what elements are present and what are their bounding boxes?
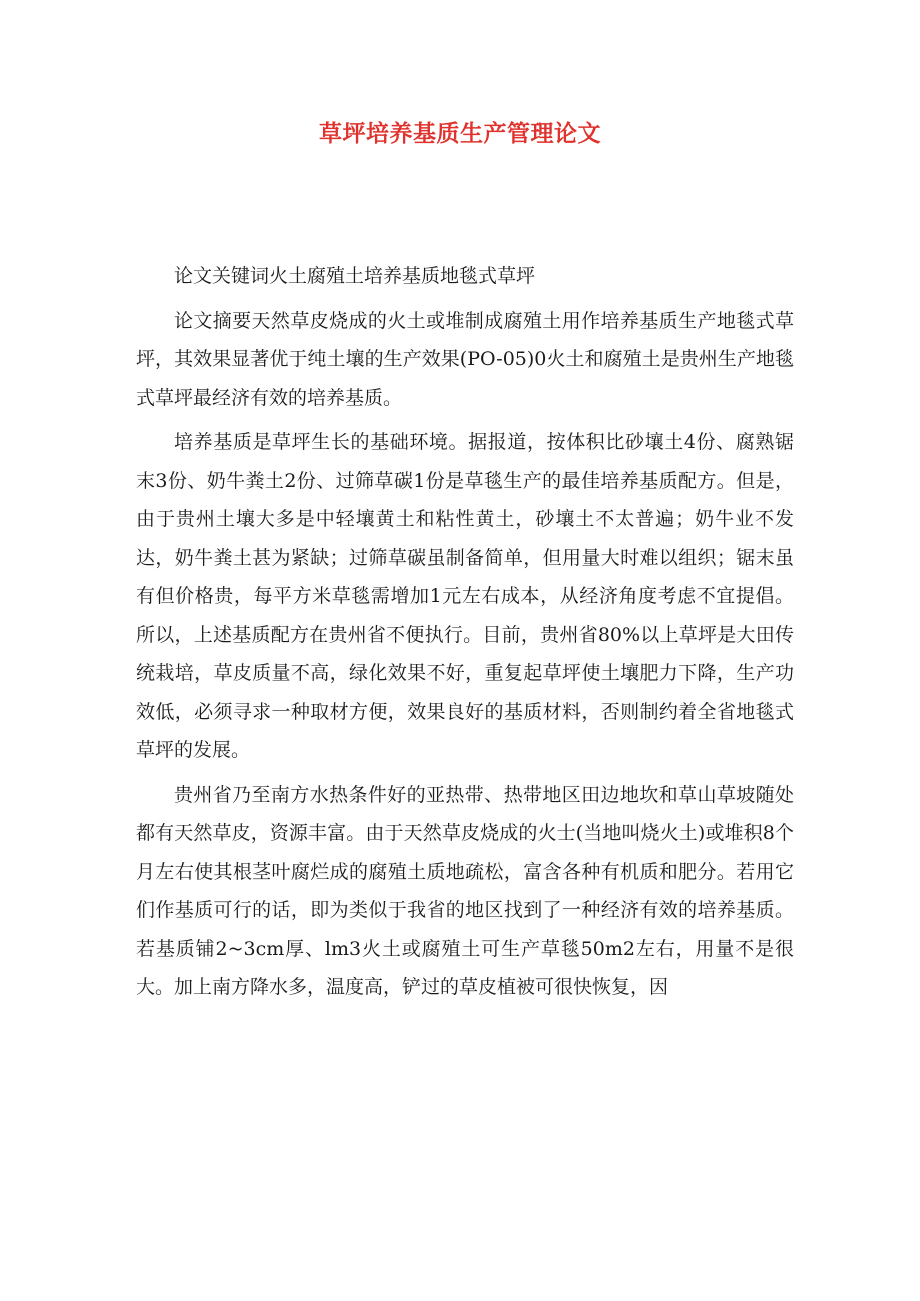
body-paragraph-2: 贵州省乃至南方水热条件好的亚热带、热带地区田边地坎和草山草坡随处都有天然草皮，资源丰富。由于天然草皮烧成的火士(当地叫烧火土)或堆积8个月左右使其根茎叶腐烂成的腐殖土质地疏松，富含各种有机质和肥分。若用它们作基质可行的话，即为类似于我省的地区找到了一种经济有效的培养基质。若基质铺2~3cm厚、lm3火土或腐殖土可生产草毯50m2左右，用量不是很大。加上南方降水多，温度高，铲过的草皮植被可很快恢复，因 (136, 783, 794, 998)
body-paragraph-1: 培养基质是草坪生长的基础环境。据报道，按体积比砂壤土4份、腐熟锯末3份、奶牛粪土2份、过筛草碳1份是草毯生产的最佳培养基质配方。但是，由于贵州土壤大多是中轻壤黄土和粘性黄土，砂壤土不太普遍；奶牛业不发达，奶牛粪土甚为紧缺；过筛草碳虽制备简单，但用量大时难以组织；锯末虽有但价格贵，每平方米草毯需增加1元左右成本，从经济角度考虑不宜提倡。所以，上述基质配方在贵州省不便执行。目前，贵州省80%以上草坪是大田传统栽培，草皮质量不高，绿化效果不好，重复起草坪使土壤肥力下降，生产功效低，必须寻求一种取材方便，效果良好的基质材料，否则制约着全省地毯式草坪的发展。 (136, 431, 794, 761)
document-body (136, 257, 794, 1013)
keywords-paragraph: 论文关键词火土腐殖土培养基质地毯式草坪 (174, 265, 536, 287)
abstract-paragraph: 论文摘要天然草皮烧成的火土或堆制成腐殖土用作培养基质生产地毯式草坪，其效果显著优于纯土壤的生产效果(PO-05)0火土和腐殖土是贵州生产地毯式草坪最经济有效的培养基质。 (136, 309, 794, 409)
document-title: 草坪培养基质生产管理论文 (319, 120, 601, 147)
